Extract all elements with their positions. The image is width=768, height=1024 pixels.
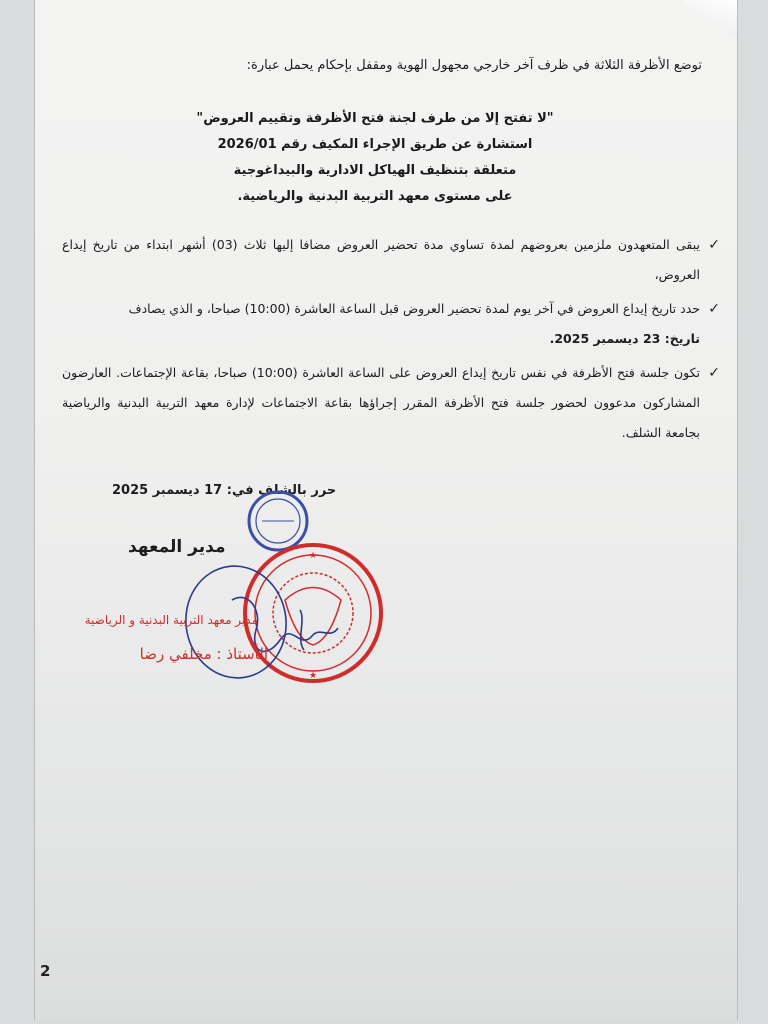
bullet-subline: تاريخ: 23 ديسمبر 2025. [549, 331, 700, 346]
heading-line-4: على مستوى معهد التربية البدنية والرياضية. [237, 189, 513, 204]
checkmark-icon: ✓ [708, 365, 720, 381]
page-number: 2 [40, 962, 51, 980]
intro-text: توضع الأظرفة الثلاثة في ظرف آخر خارجي مجهول الهوية ومقفل بإحكام يحمل عبارة: [246, 58, 702, 73]
bullet-text: يبقى المتعهدون ملزمين بعروضهم لمدة تساوي مدة تحضير العروض مضافا إليها ثلاث (03) أشهر ابتداء من تاريخ إيداع العروض، [62, 237, 700, 282]
bullet-text: حدد تاريخ إيداع العروض في آخر يوم لمدة تحضير العروض قبل الساعة العاشرة (10:00) صباحا، و الذي يصادف [128, 301, 700, 316]
director-title: مدير المعهد [128, 537, 226, 557]
bullet-text: تكون جلسة فتح الأظرفة في نفس تاريخ إيداع العروض على الساعة العاشرة (10:00) صباحا، بقاعة الإجتماعات. العارضون المشاركون مدعوون لحضور جلسة فتح الأظرفة المقرر إجراؤها بقاعة الاجتماعات لإدارة معهد التربية البدنية والرياضية بجامعة الشلف. [62, 365, 701, 440]
heading-line-1: "لا تفتح إلا من طرف لجنة فتح الأظرفة وتقييم العروض" [196, 111, 554, 126]
small-round-stamp-icon [249, 492, 307, 550]
svg-text:★: ★ [308, 551, 318, 561]
heading-line-3: متعلقة بتنظيف الهياكل الادارية والبيداغوجية [233, 163, 517, 178]
svg-text:★: ★ [308, 671, 318, 681]
stamp-director-title: مدير معهد التربية البدنية و الرياضية [84, 613, 258, 627]
signing-dateline: حرر بالشلف في: 17 ديسمبر 2025 [112, 483, 337, 498]
stamp-director-name: الأستاذ : مخلفي رضا [139, 645, 268, 663]
heading-line-2: استشارة عن طريق الإجراء المكيف رقم 2026/01 [217, 137, 533, 152]
checkmark-icon: ✓ [708, 301, 720, 317]
checkmark-icon: ✓ [708, 237, 720, 253]
